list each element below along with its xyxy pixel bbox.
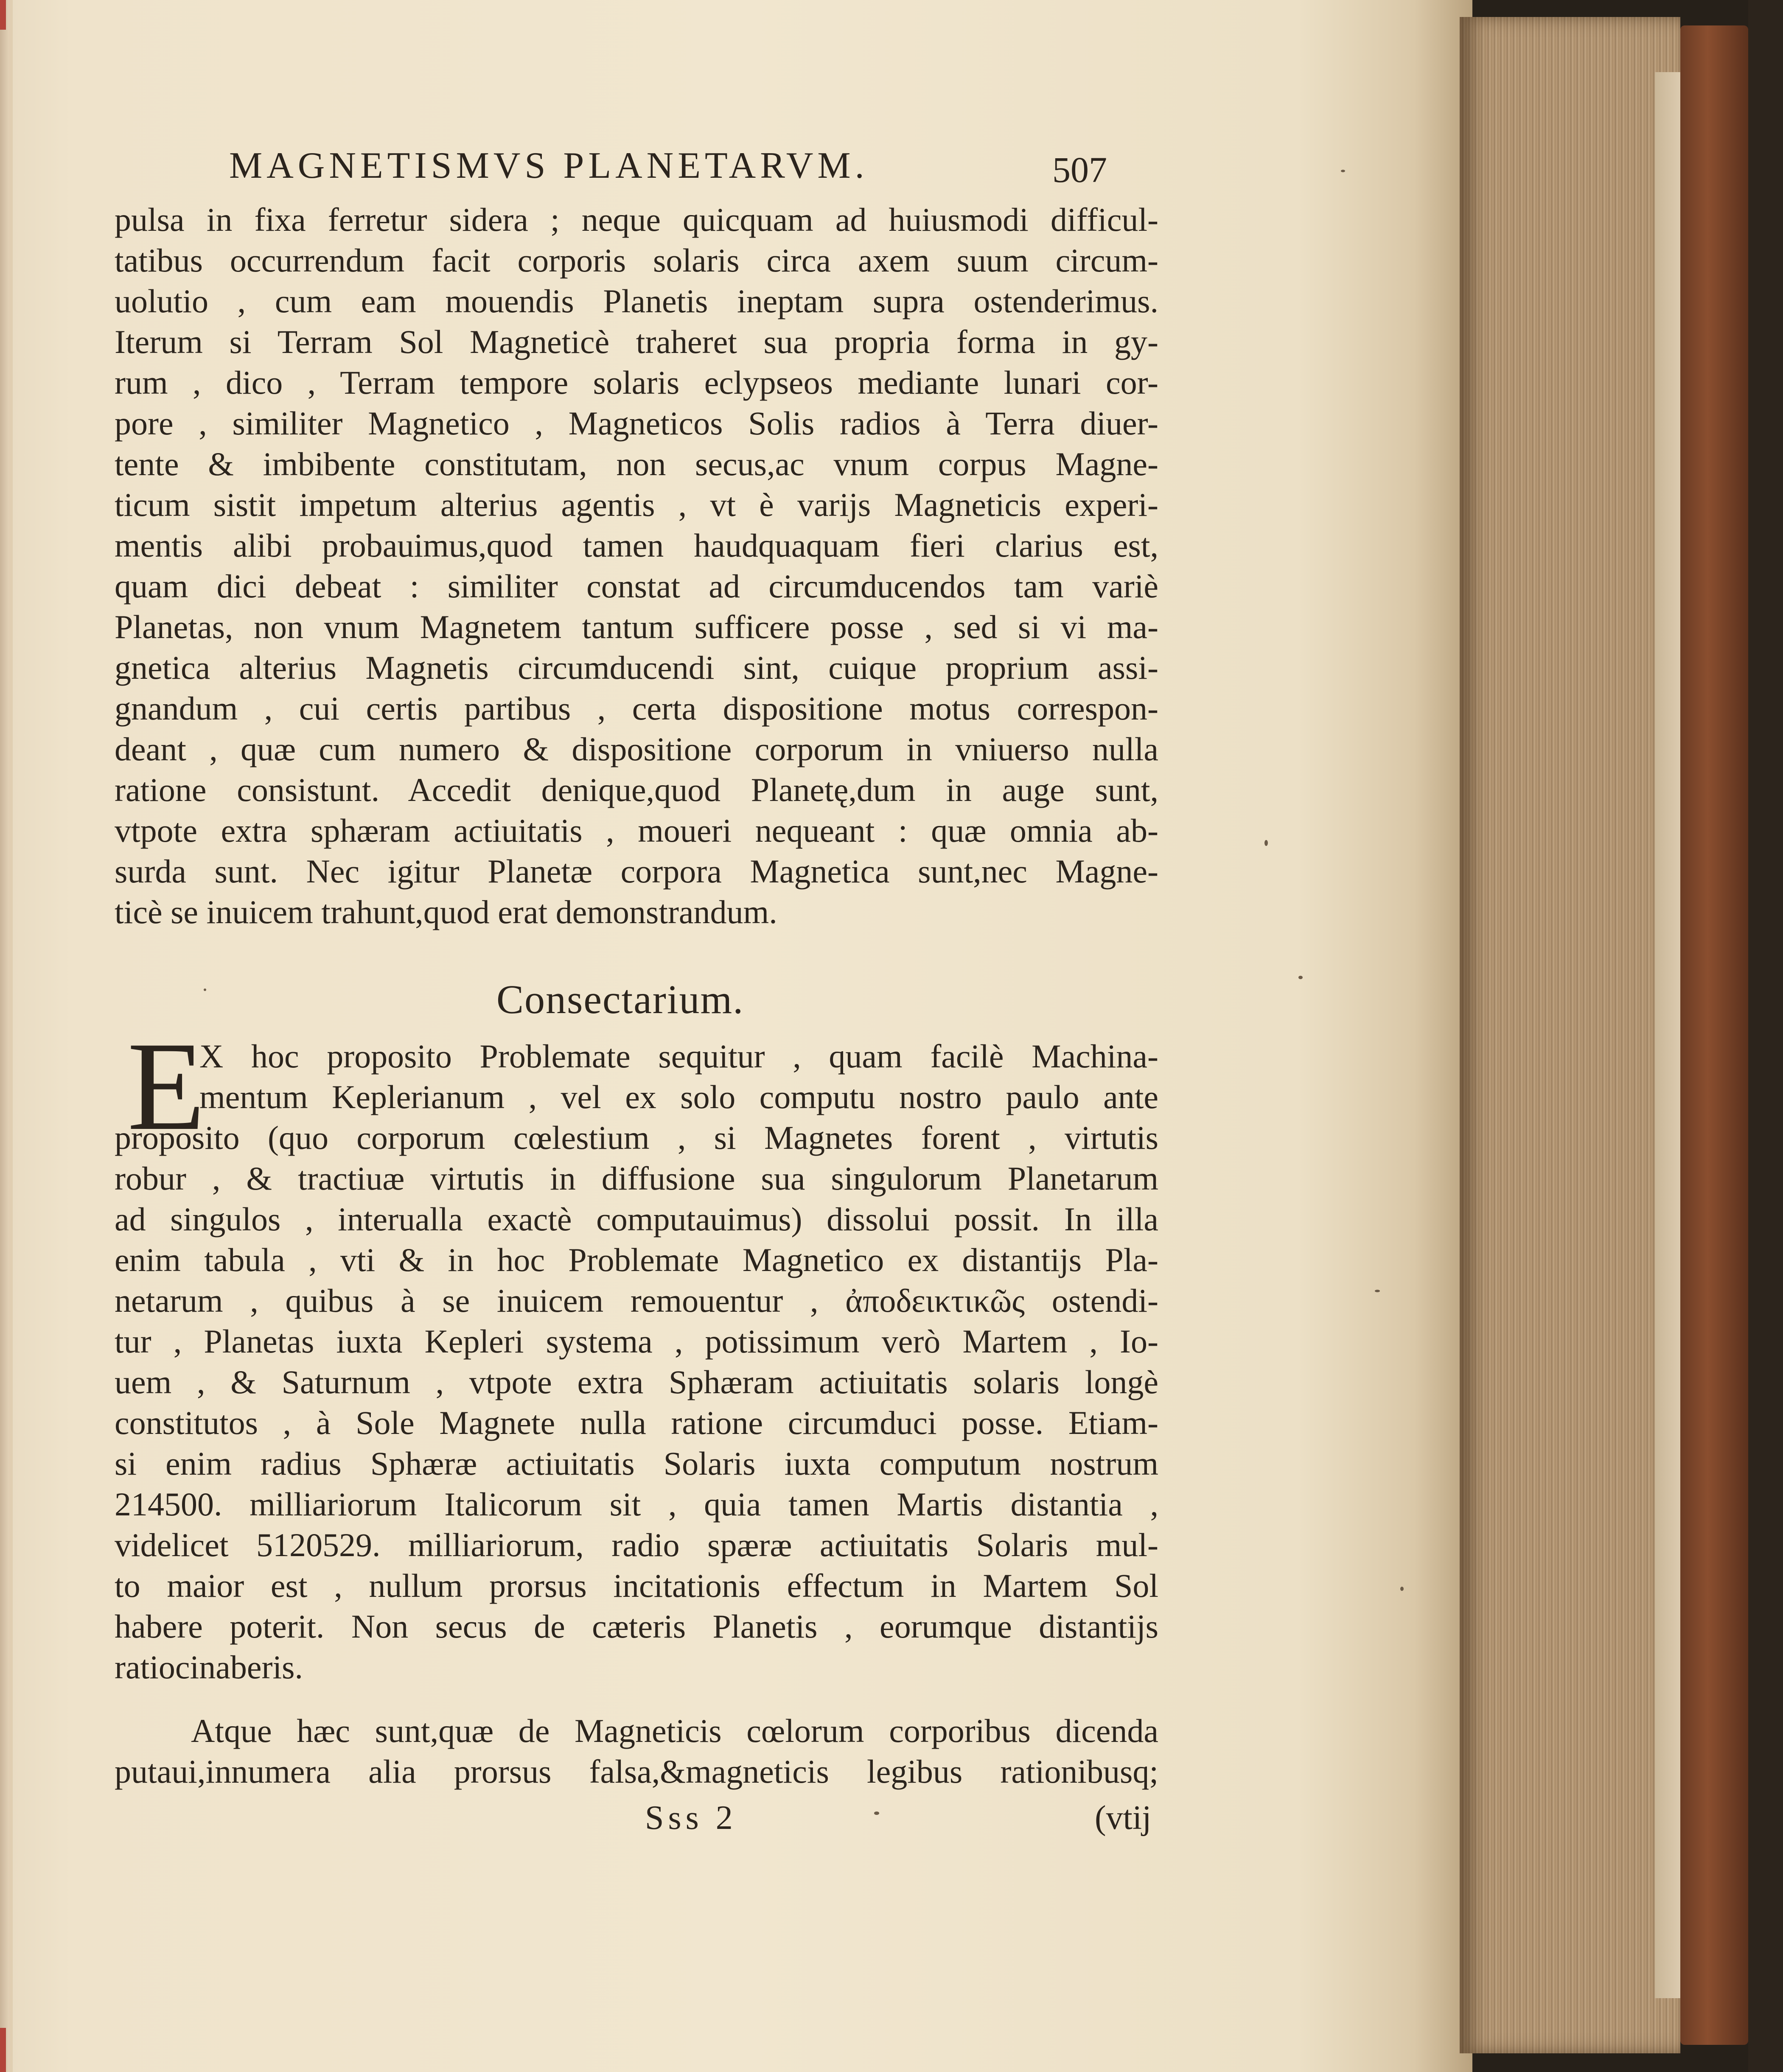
text-line: 214500. milliariorum Italicorum sit , quia tamen Martis distantia , — [115, 1486, 1158, 1523]
text-line: tur , Planetas iuxta Kepleri systema , potissimum verò Martem , Io- — [115, 1323, 1158, 1360]
text-line: Atque hæc sunt,quæ de Magneticis cœlorum corporibus dicenda — [191, 1712, 1158, 1749]
text-line: constitutos , à Sole Magnete nulla ratione circumduci posse. Etiam- — [115, 1404, 1158, 1441]
section-heading: Consectarium. — [496, 977, 744, 1022]
text-line: surda sunt. Nec igitur Planetæ corpora Magnetica sunt,nec Magne- — [115, 853, 1158, 890]
text-line: mentis alibi probauimus,quod tamen haudquaquam fieri clarius est, — [115, 527, 1158, 564]
text-line: enim tabula , vti & in hoc Problemate Magnetico ex distantijs Pla- — [115, 1241, 1158, 1278]
leather-cover — [1680, 25, 1748, 2045]
paper-speck — [874, 1812, 879, 1815]
running-head: MAGNETISMVS PLANETARVM. — [229, 145, 869, 186]
text-line: proposito (quo corporum cœlestium , si Magnetes forent , virtutis — [115, 1119, 1158, 1156]
paper-speck — [1264, 840, 1268, 846]
text-line: mentum Keplerianum , vel ex solo computu nostro paulo ante — [199, 1078, 1158, 1115]
catchword: (vtij — [1095, 1799, 1152, 1837]
page-stack-edges — [1460, 17, 1680, 2053]
text-line: uem , & Saturnum , vtpote extra Sphæram actiuitatis solaris longè — [115, 1364, 1158, 1400]
text-line: putaui,innumera alia prorsus falsa,&magneticis legibus rationibusq; — [115, 1753, 1158, 1790]
text-line: vtpote extra sphæram actiuitatis , moueri nequeant : quæ omnia ab- — [115, 812, 1158, 849]
text-line: videlicet 5120529. milliariorum, radio spæræ actiuitatis Solaris mul- — [115, 1526, 1158, 1563]
text-line: quam dici debeat : similiter constat ad circumducendos tam variè — [115, 568, 1158, 605]
paper-speck — [1375, 1290, 1380, 1292]
text-line: tente & imbibente constitutam, non secus,ac vnum corpus Magne- — [115, 445, 1158, 482]
text-line: deant , quæ cum numero & dispositione corporum in vniuerso nulla — [115, 731, 1158, 767]
drop-cap: E — [127, 1016, 205, 1156]
text-line: pore , similiter Magnetico , Magneticos Solis radios à Terra diuer- — [115, 405, 1158, 442]
text-line: ratione consistunt. Accedit denique,quod Planetę,dum in auge sunt, — [115, 771, 1158, 808]
background — [1748, 0, 1783, 2072]
text-line: ratiocinaberis. — [115, 1649, 303, 1686]
page-number: 507 — [1052, 149, 1107, 190]
text-line: Iterum si Terram Sol Magneticè traheret sua propria forma in gy- — [115, 323, 1158, 360]
paper-speck — [1298, 976, 1303, 979]
text-line: ticum sistit impetum alterius agentis , vt è varijs Magneticis experi- — [115, 486, 1158, 523]
text-line: pulsa in fixa ferretur sidera ; neque quicquam ad huiusmodi difficul- — [115, 201, 1158, 238]
text-line: to maior est , nullum prorsus incitationis effectum in Martem Sol — [115, 1567, 1158, 1604]
text-line: X hoc proposito Problemate sequitur , quam facilè Machina- — [199, 1038, 1158, 1075]
text-line: ticè se inuicem trahunt,quod erat demonstrandum. — [115, 893, 777, 930]
text-line: robur , & tractiuæ virtutis in diffusione sua singulorum Planetarum — [115, 1160, 1158, 1197]
text-line: tatibus occurrendum facit corporis solaris circa axem suum circum- — [115, 242, 1158, 279]
text-line: uolutio , cum eam mouendis Planetis ineptam supra ostenderimus. — [115, 283, 1158, 319]
text-line: netarum , quibus à se inuicem remouentur , ἀποδεικτικῶς ostendi- — [115, 1282, 1158, 1319]
text-line: gnetica alterius Magnetis circumducendi sint, cuique proprium assi- — [115, 649, 1158, 686]
paper-speck — [1341, 170, 1345, 172]
text-line: habere poterit. Non secus de cæteris Planetis , eorumque distantijs — [115, 1608, 1158, 1645]
text-line: Planetas, non vnum Magnetem tantum sufficere posse , sed si vi ma- — [115, 608, 1158, 645]
signature-mark: Sss 2 — [645, 1799, 737, 1837]
text-line: gnandum , cui certis partibus , certa dispositione motus correspon- — [115, 690, 1158, 727]
paper-speck — [204, 988, 206, 991]
paper-speck — [1400, 1587, 1404, 1591]
text-line: si enim radius Sphæræ actiuitatis Solaris iuxta computum nostrum — [115, 1445, 1158, 1482]
text-line: rum , dico , Terram tempore solaris eclypseos mediante lunari cor- — [115, 364, 1158, 401]
text-line: ad singulos , interualla exactè computauimus) dissolui possit. In illa — [115, 1201, 1158, 1238]
